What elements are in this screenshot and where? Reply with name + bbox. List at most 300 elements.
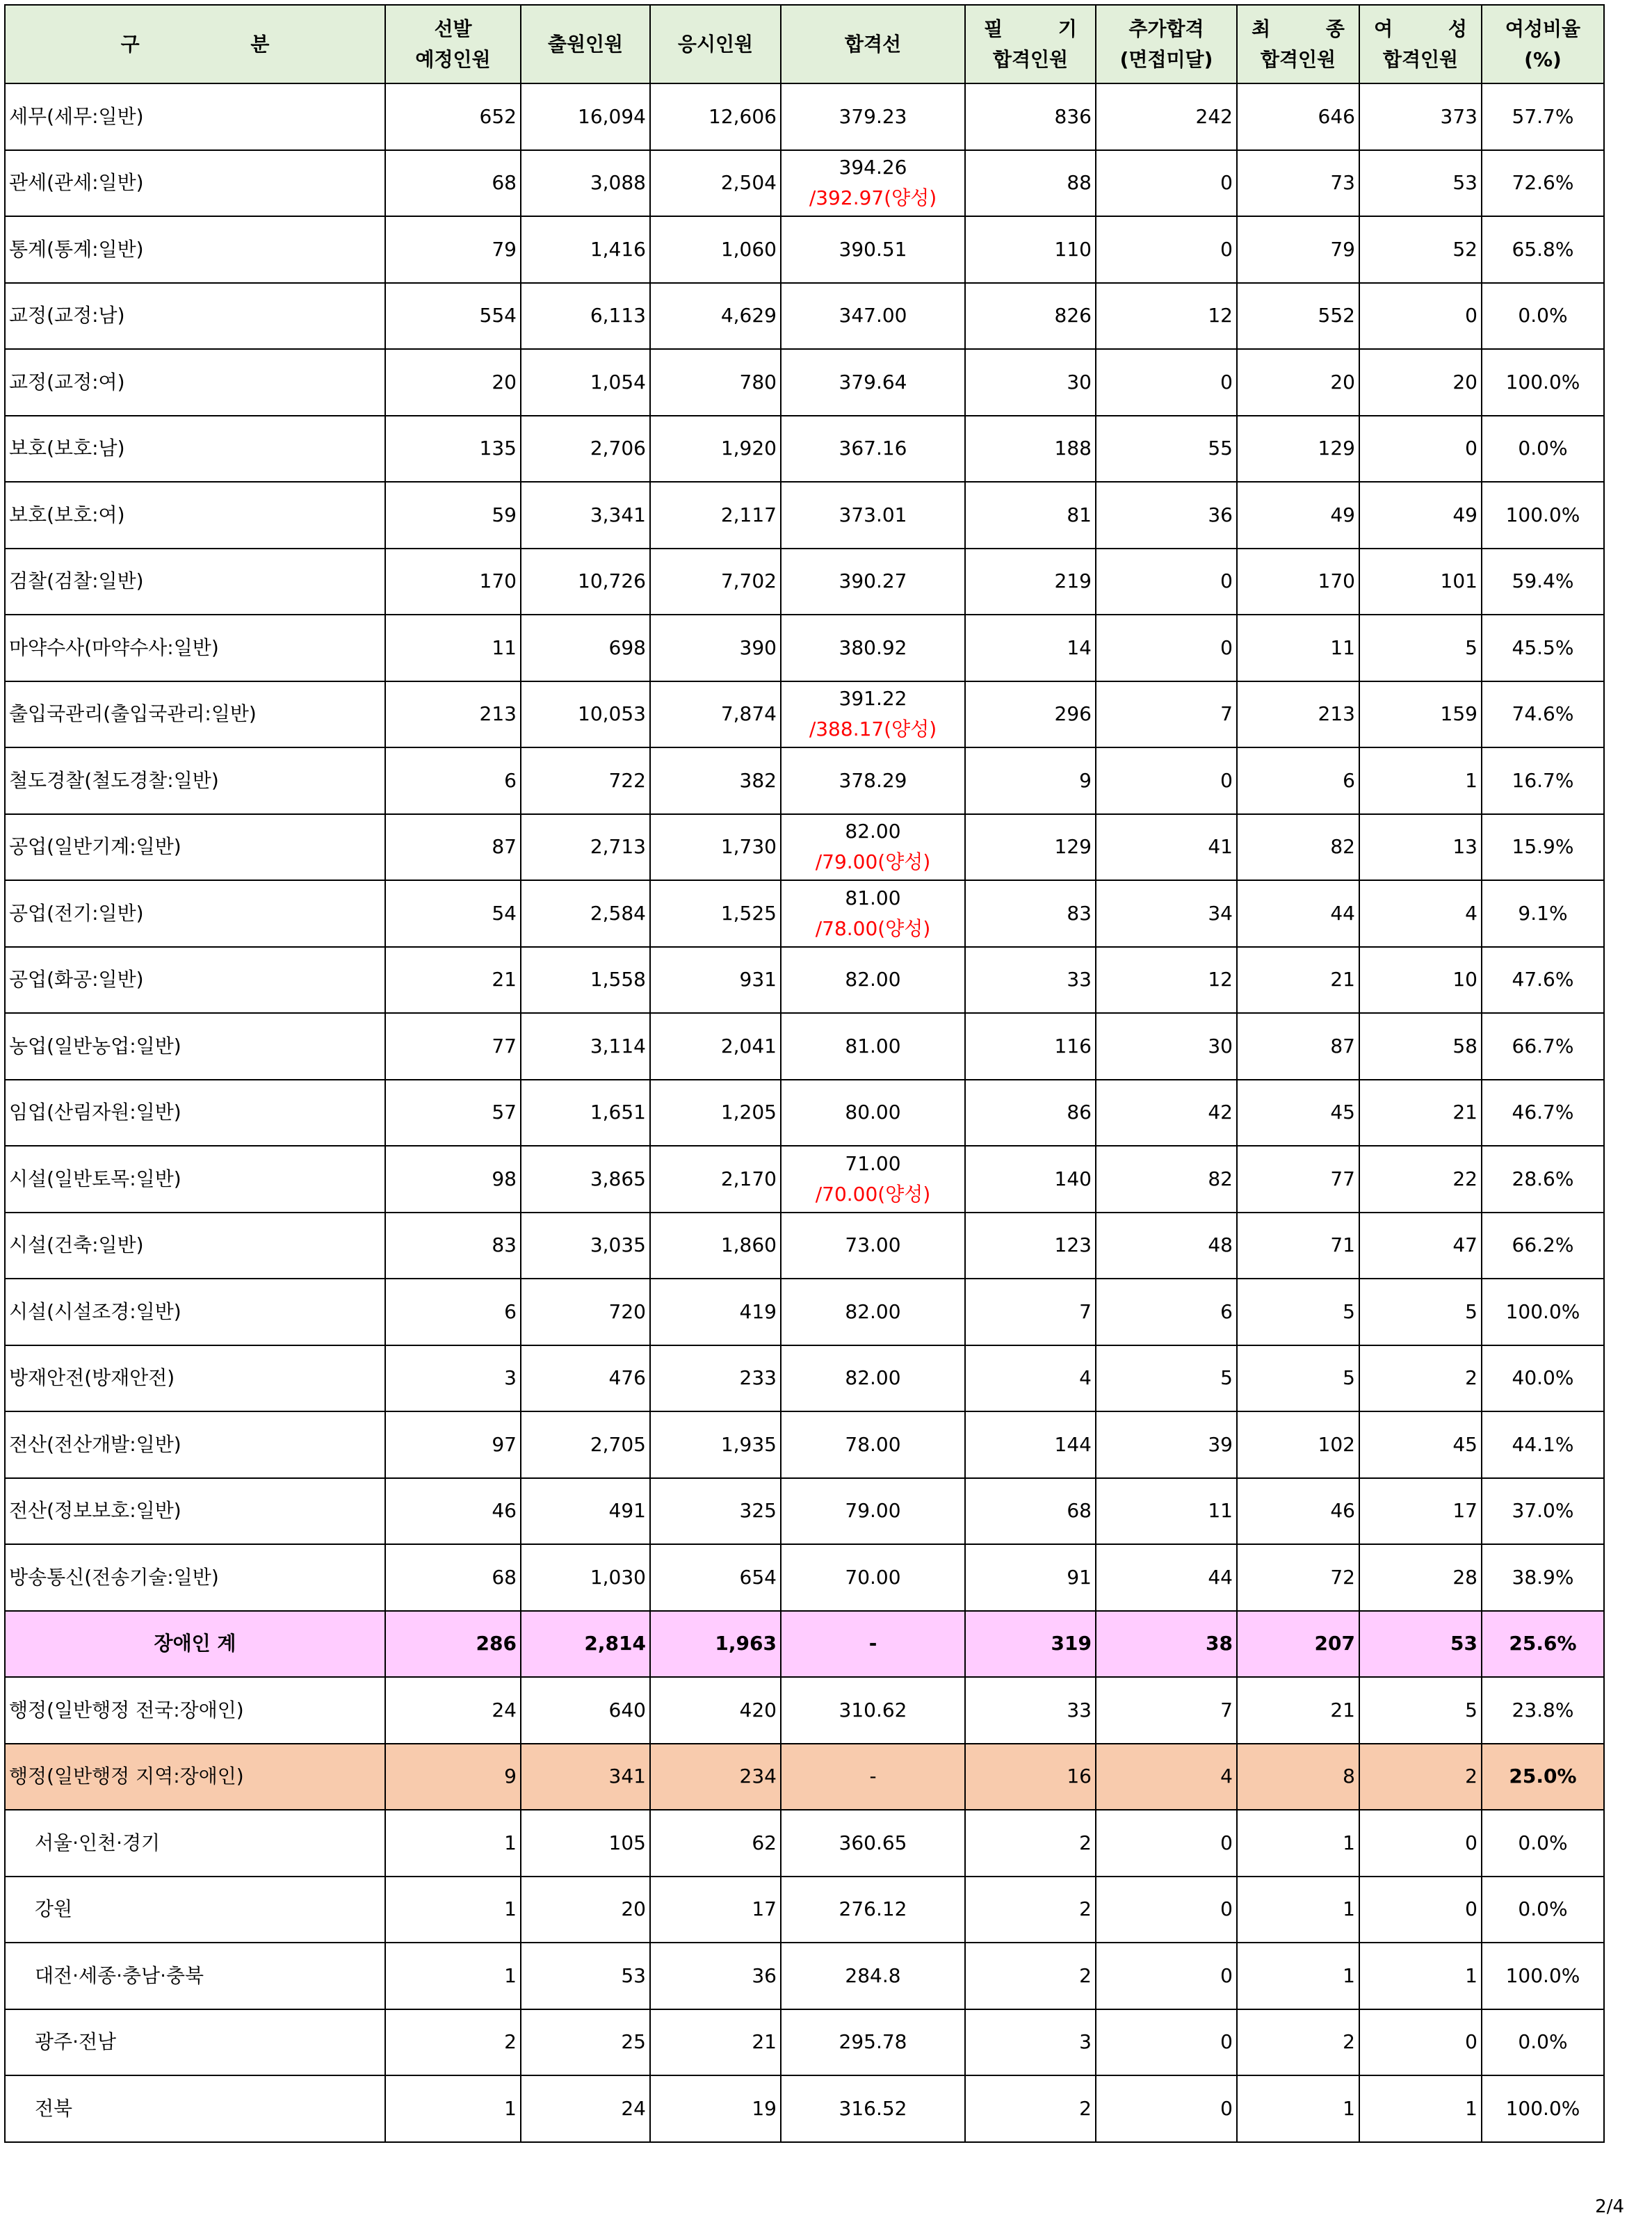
additional-pass-cell: 0 — [1096, 1943, 1237, 2009]
examinees-cell: 931 — [650, 947, 781, 1014]
final-pass-cell: 170 — [1237, 549, 1359, 615]
header-female-pass-line2: 합격인원 — [1382, 47, 1459, 71]
additional-pass-cell: 0 — [1096, 150, 1237, 217]
planned-count-cell: 9 — [385, 1744, 521, 1810]
planned-count-cell: 11 — [385, 615, 521, 681]
table-row — [5, 1345, 1604, 1412]
female-ratio-cell: 100.0% — [1482, 1943, 1604, 2009]
applicants-cell: 3,088 — [521, 150, 650, 217]
applicants-cell: 20 — [521, 1877, 650, 1943]
female-pass-cell: 45 — [1359, 1411, 1482, 1478]
cutoff-score-cell: 276.12 — [781, 1877, 965, 1943]
planned-count-cell: 24 — [385, 1677, 521, 1744]
female-pass-cell: 1 — [1359, 747, 1482, 814]
female-pass-cell: 13 — [1359, 814, 1482, 881]
examinees-cell: 1,525 — [650, 880, 781, 947]
additional-pass-cell: 0 — [1096, 747, 1237, 814]
applicants-cell: 6,113 — [521, 283, 650, 350]
category-label: 철도경찰(철도경찰:일반) — [5, 747, 385, 814]
cutoff-score-cell — [781, 150, 965, 217]
table-row — [5, 947, 1604, 1014]
category-label: 전산(정보보호:일반) — [5, 1478, 385, 1545]
planned-count-cell: 135 — [385, 416, 521, 483]
table-body — [5, 83, 1604, 2142]
header-row — [5, 5, 1604, 83]
female-ratio-cell: 66.2% — [1482, 1213, 1604, 1279]
written-pass-cell: 2 — [965, 1810, 1096, 1877]
cutoff-score-cell: 82.00 — [781, 1279, 965, 1345]
written-pass-cell: 91 — [965, 1544, 1096, 1611]
female-pass-cell: 0 — [1359, 2009, 1482, 2076]
category-label: 방송통신(전송기술:일반) — [5, 1544, 385, 1611]
female-pass-cell: 21 — [1359, 1080, 1482, 1147]
planned-count-cell: 21 — [385, 947, 521, 1014]
female-ratio-cell: 37.0% — [1482, 1478, 1604, 1545]
female-ratio-cell: 25.6% — [1482, 1611, 1604, 1678]
written-pass-cell: 33 — [965, 1677, 1096, 1744]
category-label: 광주·전남 — [5, 2009, 385, 2076]
female-ratio-cell: 28.6% — [1482, 1146, 1604, 1213]
cutoff-score-value: 82.00 — [845, 820, 901, 843]
additional-pass-cell: 7 — [1096, 1677, 1237, 1744]
cutoff-score-cell: 390.51 — [781, 216, 965, 283]
table-row — [5, 681, 1604, 748]
additional-pass-cell: 0 — [1096, 549, 1237, 615]
written-pass-cell: 296 — [965, 681, 1096, 748]
written-pass-cell: 319 — [965, 1611, 1096, 1678]
female-ratio-cell: 0.0% — [1482, 1877, 1604, 1943]
female-ratio-cell: 46.7% — [1482, 1080, 1604, 1147]
header-planned — [385, 5, 521, 83]
female-pass-cell: 5 — [1359, 615, 1482, 681]
planned-count-cell: 1 — [385, 1943, 521, 2009]
header-female-ratio — [1482, 5, 1604, 83]
table-row — [5, 482, 1604, 549]
cutoff-score-cell: - — [781, 1744, 965, 1810]
written-pass-cell: 9 — [965, 747, 1096, 814]
planned-count-cell: 97 — [385, 1411, 521, 1478]
written-pass-cell: 144 — [965, 1411, 1096, 1478]
final-pass-cell: 8 — [1237, 1744, 1359, 1810]
female-pass-cell: 5 — [1359, 1677, 1482, 1744]
applicants-cell: 491 — [521, 1478, 650, 1545]
category-label: 행정(일반행정 지역:장애인) — [5, 1744, 385, 1810]
category-label: 교정(교정:남) — [5, 283, 385, 350]
total-row — [5, 1611, 1604, 1678]
cutoff-score-cell: 82.00 — [781, 1345, 965, 1412]
examinees-cell: 4,629 — [650, 283, 781, 350]
additional-pass-cell: 44 — [1096, 1544, 1237, 1611]
planned-count-cell: 59 — [385, 482, 521, 549]
category-label: 세무(세무:일반) — [5, 83, 385, 150]
female-pass-cell: 373 — [1359, 83, 1482, 150]
planned-count-cell: 286 — [385, 1611, 521, 1678]
cutoff-score-cell: - — [781, 1611, 965, 1678]
header-planned-line2: 예정인원 — [415, 47, 491, 71]
examinees-cell: 2,504 — [650, 150, 781, 217]
female-ratio-cell: 16.7% — [1482, 747, 1604, 814]
additional-pass-cell: 42 — [1096, 1080, 1237, 1147]
table-row — [5, 814, 1604, 881]
header-female-ratio-line1: 여성비율 — [1505, 17, 1581, 40]
cutoff-score-cell: 82.00 — [781, 947, 965, 1014]
female-ratio-cell: 0.0% — [1482, 2009, 1604, 2076]
final-pass-cell: 1 — [1237, 2075, 1359, 2142]
table-row — [5, 615, 1604, 681]
table-row — [5, 1744, 1604, 1810]
final-pass-cell: 21 — [1237, 947, 1359, 1014]
final-pass-cell: 102 — [1237, 1411, 1359, 1478]
applicants-cell: 2,814 — [521, 1611, 650, 1678]
category-label: 장애인 계 — [5, 1611, 385, 1678]
written-pass-cell: 826 — [965, 283, 1096, 350]
additional-pass-cell: 48 — [1096, 1213, 1237, 1279]
applicants-cell: 1,054 — [521, 349, 650, 416]
table-header — [5, 5, 1604, 83]
applicants-cell: 2,584 — [521, 880, 650, 947]
cutoff-score-cell: 73.00 — [781, 1213, 965, 1279]
planned-count-cell: 1 — [385, 1877, 521, 1943]
final-pass-cell: 49 — [1237, 482, 1359, 549]
female-ratio-cell: 0.0% — [1482, 416, 1604, 483]
table-row — [5, 1677, 1604, 1744]
female-pass-cell: 53 — [1359, 150, 1482, 217]
category-label: 보호(보호:여) — [5, 482, 385, 549]
cutoff-score-cell: 367.16 — [781, 416, 965, 483]
cutoff-score-alt-value: /392.97(양성) — [809, 186, 937, 210]
applicants-cell: 3,035 — [521, 1213, 650, 1279]
female-ratio-cell: 23.8% — [1482, 1677, 1604, 1744]
written-pass-cell: 30 — [965, 349, 1096, 416]
cutoff-score-cell: 70.00 — [781, 1544, 965, 1611]
additional-pass-cell: 0 — [1096, 1810, 1237, 1877]
additional-pass-cell: 0 — [1096, 615, 1237, 681]
applicants-cell: 16,094 — [521, 83, 650, 150]
final-pass-cell: 1 — [1237, 1877, 1359, 1943]
applicants-cell: 1,651 — [521, 1080, 650, 1147]
written-pass-cell: 14 — [965, 615, 1096, 681]
table-row — [5, 549, 1604, 615]
female-ratio-cell: 100.0% — [1482, 482, 1604, 549]
additional-pass-cell: 4 — [1096, 1744, 1237, 1810]
cutoff-score-cell: 316.52 — [781, 2075, 965, 2142]
header-written-pass — [965, 5, 1096, 83]
final-pass-cell: 77 — [1237, 1146, 1359, 1213]
female-ratio-cell: 59.4% — [1482, 549, 1604, 615]
cutoff-score-cell: 347.00 — [781, 283, 965, 350]
additional-pass-cell: 7 — [1096, 681, 1237, 748]
female-ratio-cell: 57.7% — [1482, 83, 1604, 150]
sub-region-row — [5, 1943, 1604, 2009]
planned-count-cell: 6 — [385, 747, 521, 814]
final-pass-cell: 6 — [1237, 747, 1359, 814]
additional-pass-cell: 5 — [1096, 1345, 1237, 1412]
category-label: 전북 — [5, 2075, 385, 2142]
written-pass-cell: 33 — [965, 947, 1096, 1014]
female-pass-cell: 1 — [1359, 2075, 1482, 2142]
applicants-cell: 10,726 — [521, 549, 650, 615]
examinees-cell: 1,860 — [650, 1213, 781, 1279]
cutoff-score-cell — [781, 681, 965, 748]
examinees-cell: 2,041 — [650, 1013, 781, 1080]
planned-count-cell: 6 — [385, 1279, 521, 1345]
category-label: 방재안전(방재안전) — [5, 1345, 385, 1412]
planned-count-cell: 54 — [385, 880, 521, 947]
female-pass-cell: 52 — [1359, 216, 1482, 283]
female-pass-cell: 1 — [1359, 1943, 1482, 2009]
written-pass-cell: 110 — [965, 216, 1096, 283]
female-ratio-cell: 100.0% — [1482, 2075, 1604, 2142]
sub-region-row — [5, 1877, 1604, 1943]
sub-region-row — [5, 2009, 1604, 2076]
applicants-cell: 2,713 — [521, 814, 650, 881]
table-row — [5, 1411, 1604, 1478]
planned-count-cell: 46 — [385, 1478, 521, 1545]
category-label: 공업(전기:일반) — [5, 880, 385, 947]
header-written-pass-line2: 합격인원 — [992, 47, 1069, 71]
applicants-cell: 640 — [521, 1677, 650, 1744]
header-cutoff — [781, 5, 965, 83]
table-row — [5, 880, 1604, 947]
cutoff-score-cell: 373.01 — [781, 482, 965, 549]
final-pass-cell: 87 — [1237, 1013, 1359, 1080]
applicants-cell: 2,705 — [521, 1411, 650, 1478]
additional-pass-cell: 36 — [1096, 482, 1237, 549]
table-row — [5, 747, 1604, 814]
female-pass-cell: 0 — [1359, 1810, 1482, 1877]
header-cutoff-label: 합격선 — [844, 32, 902, 56]
final-pass-cell: 45 — [1237, 1080, 1359, 1147]
written-pass-cell: 129 — [965, 814, 1096, 881]
final-pass-cell: 5 — [1237, 1345, 1359, 1412]
table-row — [5, 283, 1604, 350]
female-pass-cell: 10 — [1359, 947, 1482, 1014]
final-pass-cell: 46 — [1237, 1478, 1359, 1545]
applicants-cell: 3,341 — [521, 482, 650, 549]
planned-count-cell: 57 — [385, 1080, 521, 1147]
applicants-cell: 722 — [521, 747, 650, 814]
cutoff-score-alt-value: /388.17(양성) — [809, 718, 937, 741]
applicants-cell: 53 — [521, 1943, 650, 2009]
written-pass-cell: 2 — [965, 2075, 1096, 2142]
applicants-cell: 1,416 — [521, 216, 650, 283]
cutoff-score-cell: 78.00 — [781, 1411, 965, 1478]
final-pass-cell: 72 — [1237, 1544, 1359, 1611]
written-pass-cell: 81 — [965, 482, 1096, 549]
final-pass-cell: 21 — [1237, 1677, 1359, 1744]
header-examined-label: 응시인원 — [677, 32, 754, 56]
written-pass-cell: 116 — [965, 1013, 1096, 1080]
planned-count-cell: 68 — [385, 150, 521, 217]
additional-pass-cell: 55 — [1096, 416, 1237, 483]
table-row — [5, 83, 1604, 150]
female-pass-cell: 4 — [1359, 880, 1482, 947]
table-row — [5, 1013, 1604, 1080]
header-female-ratio-line2: (%) — [1524, 47, 1562, 71]
final-pass-cell: 44 — [1237, 880, 1359, 947]
final-pass-cell: 213 — [1237, 681, 1359, 748]
applicants-cell: 698 — [521, 615, 650, 681]
applicants-cell: 105 — [521, 1810, 650, 1877]
examinees-cell: 654 — [650, 1544, 781, 1611]
cutoff-score-cell: 80.00 — [781, 1080, 965, 1147]
final-pass-cell: 82 — [1237, 814, 1359, 881]
cutoff-score-cell: 378.29 — [781, 747, 965, 814]
female-ratio-cell: 47.6% — [1482, 947, 1604, 1014]
category-label: 교정(교정:여) — [5, 349, 385, 416]
planned-count-cell: 652 — [385, 83, 521, 150]
planned-count-cell: 213 — [385, 681, 521, 748]
female-ratio-cell: 74.6% — [1482, 681, 1604, 748]
female-ratio-cell: 38.9% — [1482, 1544, 1604, 1611]
applicants-cell: 3,114 — [521, 1013, 650, 1080]
header-final-pass-line1: 최 종 — [1252, 17, 1345, 40]
table-row — [5, 1080, 1604, 1147]
female-ratio-cell: 45.5% — [1482, 615, 1604, 681]
planned-count-cell: 87 — [385, 814, 521, 881]
written-pass-cell: 140 — [965, 1146, 1096, 1213]
female-ratio-cell: 15.9% — [1482, 814, 1604, 881]
additional-pass-cell: 30 — [1096, 1013, 1237, 1080]
header-category — [5, 5, 385, 83]
cutoff-score-alt-value: /79.00(양성) — [815, 850, 931, 874]
results-table — [4, 4, 1605, 2143]
additional-pass-cell: 0 — [1096, 2075, 1237, 2142]
category-label: 시설(건축:일반) — [5, 1213, 385, 1279]
examinees-cell: 420 — [650, 1677, 781, 1744]
examinees-cell: 17 — [650, 1877, 781, 1943]
category-label: 보호(보호:남) — [5, 416, 385, 483]
category-label: 통계(통계:일반) — [5, 216, 385, 283]
cutoff-score-value: 391.22 — [839, 687, 907, 711]
female-pass-cell: 0 — [1359, 283, 1482, 350]
table-row — [5, 150, 1604, 217]
category-label: 마약수사(마약수사:일반) — [5, 615, 385, 681]
applicants-cell: 24 — [521, 2075, 650, 2142]
header-female-pass — [1359, 5, 1482, 83]
applicants-cell: 3,865 — [521, 1146, 650, 1213]
additional-pass-cell: 6 — [1096, 1279, 1237, 1345]
cutoff-score-cell: 295.78 — [781, 2009, 965, 2076]
written-pass-cell: 188 — [965, 416, 1096, 483]
header-examined — [650, 5, 781, 83]
female-pass-cell: 0 — [1359, 1877, 1482, 1943]
additional-pass-cell: 242 — [1096, 83, 1237, 150]
applicants-cell: 25 — [521, 2009, 650, 2076]
planned-count-cell: 554 — [385, 283, 521, 350]
final-pass-cell: 207 — [1237, 1611, 1359, 1678]
female-pass-cell: 101 — [1359, 549, 1482, 615]
written-pass-cell: 219 — [965, 549, 1096, 615]
female-pass-cell: 0 — [1359, 416, 1482, 483]
female-pass-cell: 2 — [1359, 1744, 1482, 1810]
header-written-pass-line1: 필 기 — [984, 17, 1077, 40]
female-ratio-cell: 25.0% — [1482, 1744, 1604, 1810]
examinees-cell: 7,702 — [650, 549, 781, 615]
sub-region-row — [5, 2075, 1604, 2142]
final-pass-cell: 79 — [1237, 216, 1359, 283]
examinees-cell: 19 — [650, 2075, 781, 2142]
cutoff-score-cell: 79.00 — [781, 1478, 965, 1545]
table-row — [5, 416, 1604, 483]
category-label: 강원 — [5, 1877, 385, 1943]
category-label: 서울·인천·경기 — [5, 1810, 385, 1877]
table-row — [5, 1544, 1604, 1611]
written-pass-cell: 123 — [965, 1213, 1096, 1279]
applicants-cell: 1,030 — [521, 1544, 650, 1611]
header-female-pass-line1: 여 성 — [1374, 17, 1467, 40]
additional-pass-cell: 11 — [1096, 1478, 1237, 1545]
table-row — [5, 349, 1604, 416]
written-pass-cell: 7 — [965, 1279, 1096, 1345]
female-pass-cell: 17 — [1359, 1478, 1482, 1545]
cutoff-score-alt-value: /78.00(양성) — [815, 916, 931, 940]
final-pass-cell: 1 — [1237, 1943, 1359, 2009]
cutoff-score-cell — [781, 880, 965, 947]
cutoff-score-cell: 360.65 — [781, 1810, 965, 1877]
final-pass-cell: 11 — [1237, 615, 1359, 681]
cutoff-score-value: 394.26 — [839, 156, 907, 179]
applicants-cell: 1,558 — [521, 947, 650, 1014]
planned-count-cell: 68 — [385, 1544, 521, 1611]
planned-count-cell: 2 — [385, 2009, 521, 2076]
final-pass-cell: 129 — [1237, 416, 1359, 483]
female-pass-cell: 53 — [1359, 1611, 1482, 1678]
header-final-pass-line2: 합격인원 — [1260, 47, 1336, 71]
final-pass-cell: 20 — [1237, 349, 1359, 416]
category-label: 행정(일반행정 전국:장애인) — [5, 1677, 385, 1744]
additional-pass-cell: 0 — [1096, 2009, 1237, 2076]
additional-pass-cell: 38 — [1096, 1611, 1237, 1678]
final-pass-cell: 552 — [1237, 283, 1359, 350]
category-label: 시설(일반토목:일반) — [5, 1146, 385, 1213]
table-row — [5, 1279, 1604, 1345]
final-pass-cell: 646 — [1237, 83, 1359, 150]
category-label: 농업(일반농업:일반) — [5, 1013, 385, 1080]
examinees-cell: 1,060 — [650, 216, 781, 283]
examinees-cell: 36 — [650, 1943, 781, 2009]
additional-pass-cell: 39 — [1096, 1411, 1237, 1478]
header-additional-pass — [1096, 5, 1237, 83]
header-category-label: 구 분 — [120, 32, 270, 56]
cutoff-score-cell: 380.92 — [781, 615, 965, 681]
table-row — [5, 1213, 1604, 1279]
female-ratio-cell: 40.0% — [1482, 1345, 1604, 1412]
additional-pass-cell: 34 — [1096, 880, 1237, 947]
examinees-cell: 1,205 — [650, 1080, 781, 1147]
planned-count-cell: 3 — [385, 1345, 521, 1412]
examinees-cell: 12,606 — [650, 83, 781, 150]
examinees-cell: 234 — [650, 1744, 781, 1810]
female-ratio-cell: 65.8% — [1482, 216, 1604, 283]
female-ratio-cell: 0.0% — [1482, 1810, 1604, 1877]
written-pass-cell: 2 — [965, 1877, 1096, 1943]
examinees-cell: 21 — [650, 2009, 781, 2076]
planned-count-cell: 79 — [385, 216, 521, 283]
header-additional-pass-line2: (면접미달) — [1119, 47, 1213, 71]
examinees-cell: 1,963 — [650, 1611, 781, 1678]
table-row — [5, 1478, 1604, 1545]
female-pass-cell: 58 — [1359, 1013, 1482, 1080]
category-label: 공업(화공:일반) — [5, 947, 385, 1014]
examinees-cell: 62 — [650, 1810, 781, 1877]
applicants-cell: 720 — [521, 1279, 650, 1345]
planned-count-cell: 98 — [385, 1146, 521, 1213]
sub-region-row — [5, 1810, 1604, 1877]
header-additional-pass-line1: 추가합격 — [1128, 17, 1204, 40]
header-applied — [521, 5, 650, 83]
cutoff-score-alt-value: /70.00(양성) — [815, 1182, 931, 1206]
